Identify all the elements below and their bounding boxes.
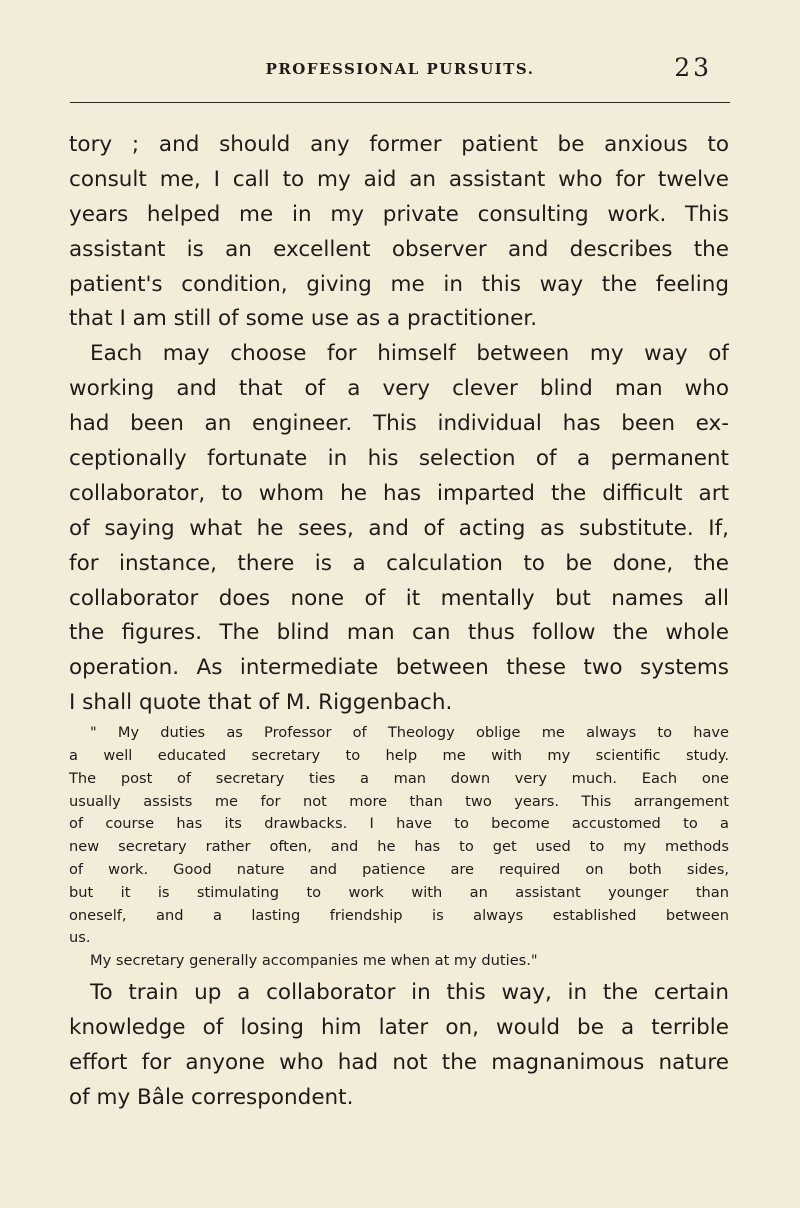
quote-line: of course has its drawbacks. I have to become accustomed to a xyxy=(69,815,729,833)
text-line: To train up a collaborator in this way, in the certain xyxy=(90,979,729,1005)
text-line: of my Bâle correspondent. xyxy=(69,1084,354,1110)
text-line: that I am still of some use as a practitioner. xyxy=(69,306,538,332)
text-line: effort for anyone who had not the magnanimous nature xyxy=(69,1049,729,1075)
paragraph-3 xyxy=(69,976,729,1116)
page-number: 23 xyxy=(674,53,712,82)
text-line: operation. As intermediate between these two systems xyxy=(69,655,729,681)
running-head xyxy=(70,53,730,103)
text-line: knowledge of losing him later on, would be a terrible xyxy=(69,1014,729,1040)
quote-line: " My duties as Professor of Theology oblige me always to have xyxy=(90,724,729,742)
block-quote xyxy=(69,722,729,973)
text-line: ceptionally fortunate in his selection of a permanent xyxy=(69,446,729,472)
quote-line: a well educated secretary to help me with my scientific study. xyxy=(69,746,729,764)
quote-line: new secretary rather often, and he has to get used to my methods xyxy=(69,838,729,856)
text-line: collaborator, to whom he has imparted the difficult art xyxy=(69,480,729,506)
running-title: PROFESSIONAL PURSUITS. xyxy=(265,60,535,78)
text-line: consult me, I call to my aid an assistant who for twelve xyxy=(69,166,729,192)
quote-line: but it is stimulating to work with an assistant younger than xyxy=(69,883,729,901)
paragraph-2 xyxy=(69,337,729,721)
text-line: the figures. The blind man can thus follow the whole xyxy=(69,620,729,646)
quote-line: oneself, and a lasting friendship is always established between xyxy=(69,906,729,924)
quote-line: The post of secretary ties a man down very much. Each one xyxy=(69,769,729,787)
text-line: of saying what he sees, and of acting as substitute. If, xyxy=(69,515,729,541)
text-line: working and that of a very clever blind man who xyxy=(69,376,729,402)
paragraph-1 xyxy=(69,128,729,337)
text-line: had been an engineer. This individual has been ex- xyxy=(69,411,729,437)
text-line: assistant is an excellent observer and describes the xyxy=(69,236,729,262)
text-line: for instance, there is a calculation to be done, the xyxy=(69,550,729,576)
quote-line: of work. Good nature and patience are required on both sides, xyxy=(69,860,729,878)
text-line: years helped me in my private consulting work. This xyxy=(69,201,729,227)
text-line: tory ; and should any former patient be anxious to xyxy=(69,132,729,157)
quote-line: us. xyxy=(69,929,91,947)
quote-line: usually assists me for not more than two years. This arrangement xyxy=(69,792,729,810)
text-line: patient's condition, giving me in this way the feeling xyxy=(69,271,729,297)
text-line: collaborator does none of it mentally but names all xyxy=(69,585,729,611)
body-text xyxy=(69,128,729,1115)
text-line: Each may choose for himself between my way of xyxy=(90,341,729,367)
quote-line: My secretary generally accompanies me when at my duties." xyxy=(90,952,538,970)
text-line: I shall quote that of M. Riggenbach. xyxy=(69,690,453,716)
